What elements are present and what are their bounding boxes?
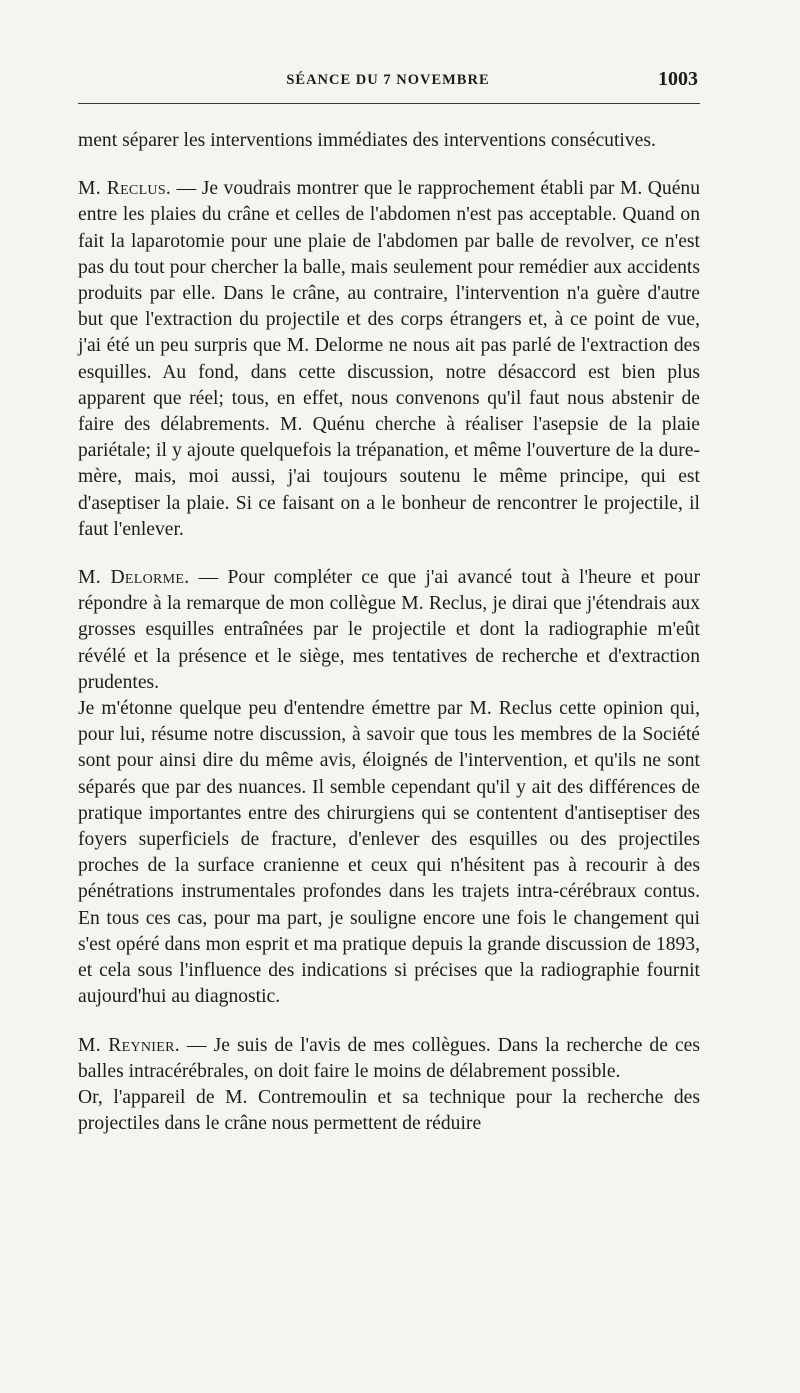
paragraph-reynier-cont (78, 1085, 700, 1137)
paragraph-text: Je m'étonne quelque peu d'entendre émettre par M. Reclus cette opinion qui, pour lui, résume notre discussion, à savoir que tous les membres de la Société sont pour ainsi dire du même avis, éloignés de l'intervention, et qu'ils ne sont séparés que par des nuances. Il semble cependant qu'il y ait des différences de pratique importantes entre des chirurgiens qui se contentent d'antiseptiser des foyers superficiels de fracture, d'enlever des esquilles ou des projectiles proches de la surface cranienne et ceux qui n'hésitent pas à recourir à des pénétrations instrumentales profondes dans les trajets intra-cérébraux contus. En tous ces cas, pour ma part, je souligne encore une fois le changement qui s'est opéré dans mon esprit et ma pratique depuis la grande discussion de 1893, et cela sous l'influence des indications si précises que la radiographie fournit aujourd'hui au diagnostic. (78, 698, 700, 1008)
speaker-name: M. Reclus. (78, 178, 172, 200)
page-number: 1003 (658, 68, 698, 90)
paragraph-text: ment séparer les interventions immédiates des interventions consécutives. (78, 130, 656, 151)
paragraph-reynier (78, 1033, 700, 1085)
body-text (78, 128, 700, 1137)
running-header (78, 68, 698, 96)
header-rule (78, 103, 700, 104)
paragraph-continuation (78, 128, 700, 154)
paragraph-text: — Je voudrais montrer que le rapprochement établi par M. Quénu entre les plaies du crâne et celles de l'abdomen n'est pas acceptable. Quand on fait la laparotomie pour une plaie de l'abdomen par balle de revolver, ce n'est pas du tout pour chercher la balle, mais seulement pour remédier aux accidents produits par elle. Dans le crâne, au contraire, l'intervention n'a guère d'autre but que l'extraction du projectile et des corps étrangers et, à ce point de vue, j'ai été un peu surpris que M. Delorme ne nous ait pas parlé de l'extraction des esquilles. Au fond, dans cette discussion, notre désaccord est bien plus apparent que réel; tous, en effet, nous convenons qu'il faut nous abstenir de faire des délabrements. M. Quénu cherche à réaliser l'asepsie de la plaie pariétale; il y ajoute quelquefois la trépanation, et même l'ouverture de la dure-mère, mais, moi aussi, j'ai toujours soutenu le même principe, qui est d'aseptiser la plaie. Si ce faisant on a le bonheur de rencontrer le projectile, il faut l'enlever. (78, 178, 700, 540)
paragraph-text: — Je suis de l'avis de mes collègues. Dans la recherche de ces balles intracérébrales, on doit faire le moins de délabrement possible. (78, 1034, 700, 1082)
paragraph-text: — Pour compléter ce que j'ai avancé tout à l'heure et pour répondre à la remarque de mon collègue M. Reclus, je dirai que j'étendrais aux grosses esquilles entraînées par le projectile et dont la radiographie m'eût révélé et la présence et le siège, mes tentatives de recherche et d'extraction prudentes. (78, 567, 700, 693)
header-title: SÉANCE DU 7 NOVEMBRE (286, 72, 490, 88)
speaker-name: M. Delorme. (78, 567, 190, 589)
paragraph-delorme (78, 565, 700, 696)
paragraph-delorme-cont (78, 696, 700, 1010)
speaker-name: M. Reynier. (78, 1034, 180, 1056)
paragraph-reclus (78, 176, 700, 543)
paragraph-text: Or, l'appareil de M. Contremoulin et sa technique pour la recherche des projectiles dans le crâne nous permettent de réduire (78, 1086, 700, 1135)
